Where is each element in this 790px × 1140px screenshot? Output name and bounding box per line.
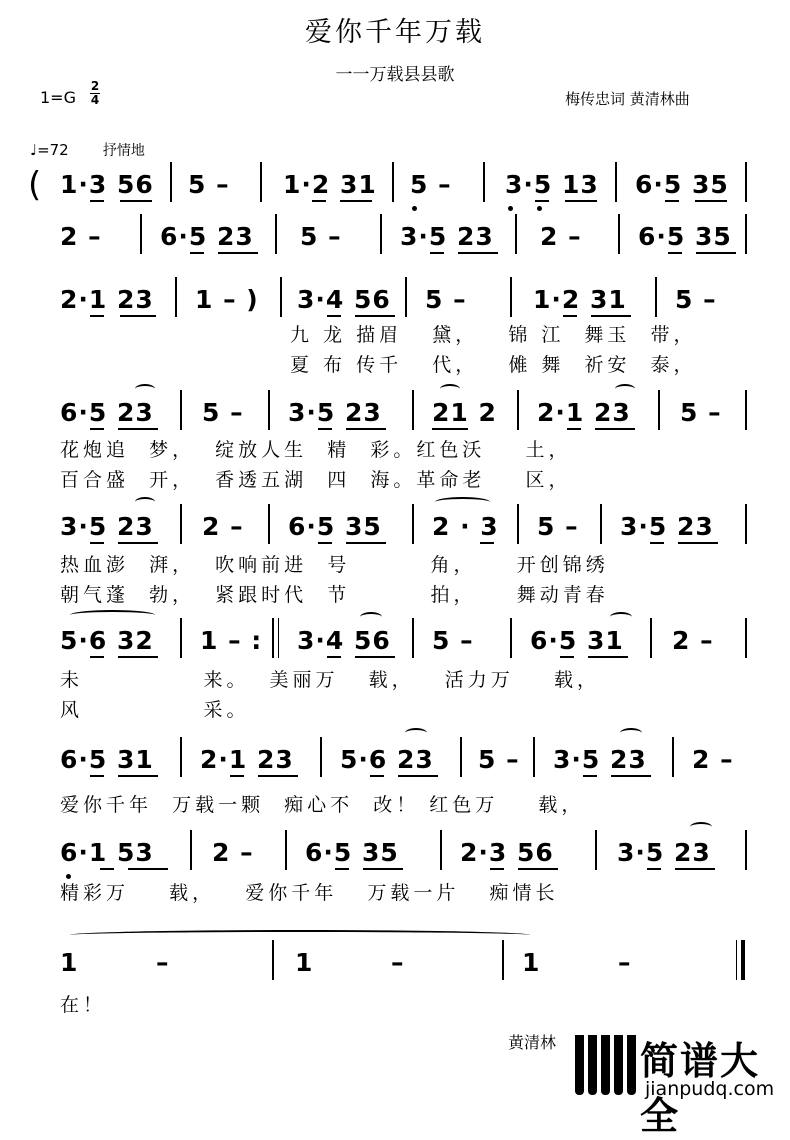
measure: 6·5 35 xyxy=(638,222,732,251)
lyric-line-1: 爱你千年 万载一颗 痴心不 改！ 红色万 载， xyxy=(60,794,585,816)
lyric-line-1: 九 龙 描眉 黛， 锦 江 舞玉 带， xyxy=(290,324,697,346)
expression-marking: 抒情地 xyxy=(102,143,145,159)
measure: 3·4 56 xyxy=(297,626,391,655)
time-numerator: 2 xyxy=(90,79,100,93)
measure: 5 – xyxy=(680,398,722,427)
key-signature: 1=G xyxy=(40,88,76,107)
site-url: jianpudq.com xyxy=(645,1078,775,1100)
measure: 5 – xyxy=(188,170,230,199)
measure: 6·5 35 xyxy=(305,838,399,867)
measure: 5 – xyxy=(675,285,717,314)
measure: 5 – xyxy=(410,170,452,199)
measure: 5 – xyxy=(478,745,520,774)
measure: 6·5 23 xyxy=(160,222,254,251)
lyric-line-2: 百合盛 开， 香透五湖 四 海。革命老 区， xyxy=(60,469,572,491)
time-denominator: 4 xyxy=(90,93,100,107)
measure: 5·6 23 xyxy=(340,745,434,774)
measure: 1 – xyxy=(60,948,170,977)
lyric-line-2: 朝气蓬 勃， 紧跟时代 节 拍， 舞动青春 xyxy=(60,584,609,606)
measure: 2 – xyxy=(540,222,582,251)
measure: 5 – xyxy=(537,512,579,541)
measure: 21 2 xyxy=(432,398,497,427)
measure: 6·5 35 xyxy=(288,512,382,541)
measure: 2·1 23 xyxy=(200,745,294,774)
song-title: 爱你千年万载 xyxy=(305,17,485,48)
measure: 1·2 31 xyxy=(283,170,377,199)
piano-keys-logo-icon xyxy=(575,1035,635,1100)
repeat-open-paren-icon: ( xyxy=(28,165,42,205)
measure: 1 – xyxy=(522,948,632,977)
lyric-line-1: 精彩万 载， 爱你千年 万载一片 痴情长 xyxy=(60,882,559,904)
measure: 1·2 31 xyxy=(533,285,627,314)
measure: 3·5 23 xyxy=(288,398,382,427)
measure: 2 – xyxy=(60,222,102,251)
measure: 2 – xyxy=(202,512,244,541)
measure: 1 – xyxy=(295,948,405,977)
measure: 6·5 23 xyxy=(60,398,154,427)
measure: 2·1 23 xyxy=(60,285,154,314)
measure: 3·5 23 xyxy=(617,838,711,867)
site-logo-text: 简谱大全 xyxy=(640,1039,761,1138)
measure: 5 – xyxy=(300,222,342,251)
footer-credit: 黄清林 xyxy=(508,1033,557,1052)
song-subtitle: 一一万载县县歌 xyxy=(335,65,455,85)
tempo-marking xyxy=(30,140,145,160)
lyric-line-1: 未 来。 美丽万 载， 活力万 载， xyxy=(60,669,600,691)
measure: 6·1 53 xyxy=(60,838,154,867)
measure: 6·5 35 xyxy=(635,170,729,199)
measure: 2 – xyxy=(692,745,734,774)
lyric-line-2: 夏 布 传千 代， 傩 舞 祈安 泰， xyxy=(290,354,697,376)
lyric-line-2: 风 采。 xyxy=(60,699,250,721)
measure: 3·5 23 xyxy=(400,222,494,251)
time-signature xyxy=(90,80,100,107)
measure: 3·5 23 xyxy=(60,512,154,541)
lyric-line-1: 花炮追 梦， 绽放人生 精 彩。红色沃 土， xyxy=(60,439,572,461)
credits: 梅传忠词 黄清林曲 xyxy=(565,90,690,108)
lyric-line-1: 在！ xyxy=(60,994,107,1016)
lyric-line-1: 热血澎 湃， 吹响前进 号 角， 开创锦绣 xyxy=(60,554,609,576)
measure: 3·5 13 xyxy=(505,170,599,199)
measure: 5 – xyxy=(202,398,244,427)
measure: 3·5 23 xyxy=(620,512,714,541)
measure: 3·4 56 xyxy=(297,285,391,314)
measure: 5 – xyxy=(425,285,467,314)
measure: 2 – xyxy=(672,626,714,655)
measure: 3·5 23 xyxy=(553,745,647,774)
measure: 1 – ) xyxy=(195,285,259,314)
measure: 1 – : xyxy=(200,626,263,655)
measure: 1·3 56 xyxy=(60,170,154,199)
measure: 6·5 31 xyxy=(60,745,154,774)
measure: 2·1 23 xyxy=(537,398,631,427)
measure: 2 · 3 xyxy=(432,512,499,541)
measure: 2 – xyxy=(212,838,254,867)
tempo-value: ♩=72 xyxy=(30,141,69,159)
measure: 2·3 56 xyxy=(460,838,554,867)
measure: 5·6 32 xyxy=(60,626,154,655)
measure: 5 – xyxy=(432,626,474,655)
measure: 6·5 31 xyxy=(530,626,624,655)
